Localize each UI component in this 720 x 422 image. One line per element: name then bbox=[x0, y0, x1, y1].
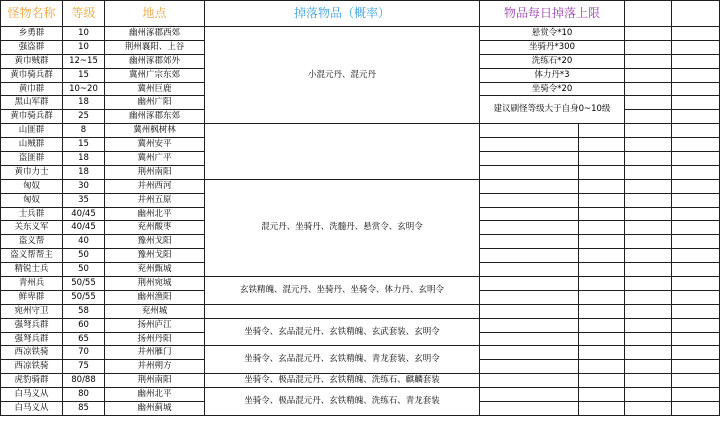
empty-cell[interactable] bbox=[672, 207, 720, 221]
empty-cell[interactable] bbox=[579, 193, 625, 207]
cell-level[interactable]: 50/55 bbox=[63, 290, 105, 304]
cell-location[interactable]: 冀州枫树林 bbox=[105, 124, 205, 138]
empty-cell[interactable] bbox=[672, 277, 720, 291]
empty-cell[interactable] bbox=[672, 27, 720, 41]
empty-cell[interactable] bbox=[625, 27, 672, 41]
cell-location[interactable]: 并州西河 bbox=[105, 179, 205, 193]
empty-cell[interactable] bbox=[480, 290, 579, 304]
cell-location[interactable]: 兖州酸枣 bbox=[105, 221, 205, 235]
cell-monster[interactable]: 黄巾群 bbox=[1, 82, 63, 96]
empty-cell[interactable] bbox=[672, 96, 720, 110]
cell-monster[interactable]: 白马义从 bbox=[1, 402, 63, 416]
empty-cell[interactable] bbox=[672, 402, 720, 416]
cell-level[interactable]: 30 bbox=[63, 179, 105, 193]
cell-monster[interactable]: 盗义帮帮主 bbox=[1, 249, 63, 263]
cell-location[interactable]: 幽州北平 bbox=[105, 388, 205, 402]
cell-level[interactable]: 18 bbox=[63, 165, 105, 179]
empty-cell[interactable] bbox=[579, 207, 625, 221]
cell-location[interactable]: 并州五原 bbox=[105, 193, 205, 207]
cell-daily-cap[interactable]: 坐骑丹*300 bbox=[480, 40, 625, 54]
cell-advice[interactable]: 建议刷怪等级大于自身0~10级 bbox=[480, 96, 625, 124]
empty-cell[interactable] bbox=[480, 138, 579, 152]
empty-cell[interactable] bbox=[480, 402, 579, 416]
cell-monster[interactable]: 黄巾骑兵群 bbox=[1, 68, 63, 82]
cell-drops[interactable] bbox=[205, 124, 480, 180]
empty-cell[interactable] bbox=[672, 152, 720, 166]
empty-cell[interactable] bbox=[480, 249, 579, 263]
cell-location[interactable]: 扬州庐江 bbox=[105, 318, 205, 332]
cell-level[interactable]: 75 bbox=[63, 360, 105, 374]
cell-monster[interactable]: 黄巾贼群 bbox=[1, 54, 63, 68]
empty-cell[interactable] bbox=[672, 388, 720, 402]
header-monster[interactable]: 怪物名称 bbox=[1, 1, 63, 27]
empty-cell[interactable] bbox=[480, 318, 579, 332]
header-level[interactable]: 等级 bbox=[63, 1, 105, 27]
empty-cell[interactable] bbox=[480, 360, 579, 374]
empty-cell[interactable] bbox=[579, 221, 625, 235]
empty-cell[interactable] bbox=[480, 374, 579, 388]
cell-monster[interactable]: 匈奴 bbox=[1, 179, 63, 193]
cell-level[interactable]: 35 bbox=[63, 193, 105, 207]
empty-cell[interactable] bbox=[480, 346, 579, 360]
cell-monster[interactable]: 西凉铁骑 bbox=[1, 346, 63, 360]
cell-level[interactable]: 80 bbox=[63, 388, 105, 402]
cell-location[interactable]: 冀州广平 bbox=[105, 152, 205, 166]
cell-monster[interactable]: 西凉铁骑 bbox=[1, 360, 63, 374]
cell-location[interactable]: 幽州渔阳 bbox=[105, 290, 205, 304]
empty-cell[interactable] bbox=[625, 304, 672, 318]
cell-location[interactable]: 冀州安平 bbox=[105, 138, 205, 152]
cell-level[interactable]: 18 bbox=[63, 96, 105, 110]
cell-level[interactable]: 12~15 bbox=[63, 54, 105, 68]
cell-drops[interactable]: 玄铁精魄、混元丹、坐骑丹、坐骑令、体力丹、玄明令 bbox=[205, 277, 480, 305]
empty-cell[interactable] bbox=[672, 165, 720, 179]
empty-cell[interactable] bbox=[480, 207, 579, 221]
header-location[interactable]: 地点 bbox=[105, 1, 205, 27]
cell-location[interactable]: 幽州广阳 bbox=[105, 96, 205, 110]
empty-cell[interactable] bbox=[579, 374, 625, 388]
cell-location[interactable]: 豫州戈阳 bbox=[105, 249, 205, 263]
empty-cell[interactable] bbox=[579, 388, 625, 402]
empty-cell[interactable] bbox=[672, 304, 720, 318]
cell-level[interactable]: 70 bbox=[63, 346, 105, 360]
empty-cell[interactable] bbox=[480, 332, 579, 346]
empty-cell[interactable] bbox=[625, 263, 672, 277]
cell-location[interactable]: 荆州南阳 bbox=[105, 374, 205, 388]
empty-cell[interactable] bbox=[625, 207, 672, 221]
empty-cell[interactable] bbox=[672, 193, 720, 207]
cell-location[interactable]: 幽州北平 bbox=[105, 207, 205, 221]
cell-level[interactable]: 15 bbox=[63, 138, 105, 152]
table-row bbox=[1, 277, 720, 291]
cell-location[interactable]: 荆州宛城 bbox=[105, 277, 205, 291]
empty-cell[interactable] bbox=[579, 152, 625, 166]
cell-monster[interactable]: 盗义帮 bbox=[1, 235, 63, 249]
empty-cell[interactable] bbox=[579, 290, 625, 304]
cell-location[interactable]: 幽州涿郡东郊 bbox=[105, 110, 205, 124]
header-drops[interactable]: 掉落物品（概率） bbox=[205, 1, 480, 27]
cell-drops[interactable]: 坐骑令、玄品混元丹、玄铁精魄、青龙套装、玄明令 bbox=[205, 346, 480, 374]
empty-cell[interactable] bbox=[672, 1, 720, 27]
empty-cell[interactable] bbox=[625, 110, 672, 124]
empty-cell[interactable] bbox=[480, 193, 579, 207]
empty-cell[interactable] bbox=[672, 235, 720, 249]
empty-cell[interactable] bbox=[579, 318, 625, 332]
table-row bbox=[1, 27, 720, 41]
empty-cell[interactable] bbox=[579, 277, 625, 291]
empty-cell[interactable] bbox=[480, 152, 579, 166]
empty-cell[interactable] bbox=[625, 402, 672, 416]
table-row bbox=[1, 318, 720, 332]
cell-location[interactable]: 豫州戈阳 bbox=[105, 235, 205, 249]
empty-cell[interactable] bbox=[672, 360, 720, 374]
cell-monster[interactable]: 虎豹骑群 bbox=[1, 374, 63, 388]
cell-location[interactable]: 并州朔方 bbox=[105, 360, 205, 374]
empty-cell[interactable] bbox=[672, 179, 720, 193]
empty-cell[interactable] bbox=[625, 277, 672, 291]
table-row bbox=[1, 124, 720, 138]
empty-cell[interactable] bbox=[672, 263, 720, 277]
cell-location[interactable]: 幽州蓟城 bbox=[105, 402, 205, 416]
empty-cell[interactable] bbox=[625, 68, 672, 82]
cell-level[interactable]: 40/45 bbox=[63, 207, 105, 221]
cell-level[interactable]: 15 bbox=[63, 68, 105, 82]
cell-drops[interactable]: 小混元丹、混元丹 bbox=[205, 27, 480, 124]
empty-cell[interactable] bbox=[625, 138, 672, 152]
cell-location[interactable]: 荆州襄阳、上谷 bbox=[105, 40, 205, 54]
cell-drops[interactable]: 坐骑令、极品混元丹、玄铁精魄、洗练石、麒麟套装 bbox=[205, 374, 480, 388]
cell-location[interactable]: 兖州甄城 bbox=[105, 263, 205, 277]
empty-cell[interactable] bbox=[480, 277, 579, 291]
empty-cell[interactable] bbox=[625, 332, 672, 346]
empty-cell[interactable] bbox=[579, 346, 625, 360]
cell-daily-cap[interactable]: 坐骑令*20 bbox=[480, 82, 625, 96]
empty-cell[interactable] bbox=[672, 110, 720, 124]
cell-drops[interactable]: 坐骑令、玄品混元丹、玄铁精魄、玄武套装、玄明令 bbox=[205, 318, 480, 346]
empty-cell[interactable] bbox=[625, 40, 672, 54]
cell-location[interactable]: 冀州广宗东郊 bbox=[105, 68, 205, 82]
empty-cell[interactable] bbox=[672, 249, 720, 263]
empty-cell[interactable] bbox=[480, 179, 579, 193]
empty-cell[interactable] bbox=[672, 138, 720, 152]
table-row bbox=[1, 374, 720, 388]
table-row bbox=[1, 179, 720, 193]
cell-level[interactable]: 40/45 bbox=[63, 221, 105, 235]
empty-cell[interactable] bbox=[672, 40, 720, 54]
cell-drops[interactable]: 混元丹、坐骑丹、洗髓丹、悬赏令、玄明令 bbox=[205, 179, 480, 276]
cell-location[interactable]: 扬州丹阳 bbox=[105, 332, 205, 346]
empty-cell[interactable] bbox=[480, 304, 579, 318]
cell-level[interactable]: 50/55 bbox=[63, 277, 105, 291]
cell-level[interactable]: 58 bbox=[63, 304, 105, 318]
cell-monster[interactable]: 士兵群 bbox=[1, 207, 63, 221]
cell-monster[interactable]: 关东义军 bbox=[1, 221, 63, 235]
empty-cell[interactable] bbox=[480, 263, 579, 277]
empty-cell[interactable] bbox=[579, 360, 625, 374]
empty-cell[interactable] bbox=[625, 96, 672, 110]
cell-location[interactable]: 幽州涿郡郊外 bbox=[105, 54, 205, 68]
empty-cell[interactable] bbox=[672, 68, 720, 82]
empty-cell[interactable] bbox=[625, 165, 672, 179]
cell-drops[interactable]: 坐骑令、极品混元丹、玄铁精魄、洗练石、青龙套装 bbox=[205, 388, 480, 416]
empty-cell[interactable] bbox=[579, 263, 625, 277]
empty-cell[interactable] bbox=[579, 332, 625, 346]
cell-level[interactable]: 65 bbox=[63, 332, 105, 346]
cell-location[interactable]: 兖州城 bbox=[105, 304, 205, 318]
empty-cell[interactable] bbox=[579, 402, 625, 416]
cell-level[interactable]: 60 bbox=[63, 318, 105, 332]
cell-level[interactable]: 25 bbox=[63, 110, 105, 124]
cell-monster[interactable]: 乡勇群 bbox=[1, 27, 63, 41]
empty-cell[interactable] bbox=[625, 179, 672, 193]
cell-monster[interactable]: 盗匪群 bbox=[1, 152, 63, 166]
empty-cell[interactable] bbox=[625, 82, 672, 96]
cell-location[interactable]: 荆州南阳 bbox=[105, 165, 205, 179]
cell-location[interactable]: 并州雁门 bbox=[105, 346, 205, 360]
empty-cell[interactable] bbox=[579, 124, 625, 138]
cell-monster[interactable]: 黑山军群 bbox=[1, 96, 63, 110]
empty-cell[interactable] bbox=[672, 318, 720, 332]
empty-cell[interactable] bbox=[579, 304, 625, 318]
empty-cell[interactable] bbox=[625, 360, 672, 374]
cell-monster[interactable]: 强弩兵群 bbox=[1, 318, 63, 332]
cell-monster[interactable]: 白马义从 bbox=[1, 388, 63, 402]
empty-cell[interactable] bbox=[579, 165, 625, 179]
empty-cell[interactable] bbox=[625, 388, 672, 402]
cell-daily-cap[interactable]: 洗练石*20 bbox=[480, 54, 625, 68]
cell-monster[interactable]: 黄巾力士 bbox=[1, 165, 63, 179]
cell-level[interactable]: 40 bbox=[63, 235, 105, 249]
cell-monster[interactable]: 山贼群 bbox=[1, 138, 63, 152]
cell-level[interactable]: 10 bbox=[63, 27, 105, 41]
empty-cell[interactable] bbox=[625, 193, 672, 207]
empty-cell[interactable] bbox=[579, 179, 625, 193]
empty-cell[interactable] bbox=[480, 235, 579, 249]
cell-location[interactable]: 幽州涿郡西郊 bbox=[105, 27, 205, 41]
cell-monster[interactable]: 山匪群 bbox=[1, 124, 63, 138]
cell-monster[interactable]: 强弩兵群 bbox=[1, 332, 63, 346]
empty-cell[interactable] bbox=[480, 165, 579, 179]
empty-cell[interactable] bbox=[672, 221, 720, 235]
empty-cell[interactable] bbox=[672, 82, 720, 96]
empty-cell[interactable] bbox=[625, 152, 672, 166]
empty-cell[interactable] bbox=[625, 318, 672, 332]
empty-cell[interactable] bbox=[625, 346, 672, 360]
cell-level[interactable]: 50 bbox=[63, 249, 105, 263]
cell-monster[interactable]: 青州兵 bbox=[1, 277, 63, 291]
cell-level[interactable]: 80/88 bbox=[63, 374, 105, 388]
cell-level[interactable]: 50 bbox=[63, 263, 105, 277]
empty-cell[interactable] bbox=[672, 54, 720, 68]
empty-cell[interactable] bbox=[672, 332, 720, 346]
cell-monster[interactable]: 黄巾骑兵群 bbox=[1, 110, 63, 124]
header-daily-cap[interactable]: 物品每日掉落上限 bbox=[480, 1, 625, 27]
empty-cell[interactable] bbox=[579, 249, 625, 263]
empty-cell[interactable] bbox=[672, 124, 720, 138]
empty-cell[interactable] bbox=[672, 346, 720, 360]
empty-cell[interactable] bbox=[625, 249, 672, 263]
cell-level[interactable]: 10 bbox=[63, 40, 105, 54]
empty-cell[interactable] bbox=[625, 290, 672, 304]
empty-cell[interactable] bbox=[625, 221, 672, 235]
table-row bbox=[1, 388, 720, 402]
cell-monster[interactable]: 精锐士兵 bbox=[1, 263, 63, 277]
empty-cell[interactable] bbox=[625, 374, 672, 388]
empty-cell[interactable] bbox=[579, 235, 625, 249]
empty-cell[interactable] bbox=[579, 138, 625, 152]
empty-cell[interactable] bbox=[480, 124, 579, 138]
empty-cell[interactable] bbox=[625, 1, 672, 27]
table-row bbox=[1, 346, 720, 360]
empty-cell[interactable] bbox=[625, 54, 672, 68]
empty-cell[interactable] bbox=[672, 374, 720, 388]
cell-level[interactable]: 10~20 bbox=[63, 82, 105, 96]
empty-cell[interactable] bbox=[625, 124, 672, 138]
empty-cell[interactable] bbox=[672, 290, 720, 304]
cell-location[interactable]: 冀州巨鹿 bbox=[105, 82, 205, 96]
cell-level[interactable]: 8 bbox=[63, 124, 105, 138]
cell-level[interactable]: 18 bbox=[63, 152, 105, 166]
cell-monster[interactable]: 匈奴 bbox=[1, 193, 63, 207]
cell-monster[interactable]: 鲜卑群 bbox=[1, 290, 63, 304]
cell-drops[interactable] bbox=[205, 304, 480, 318]
cell-level[interactable]: 85 bbox=[63, 402, 105, 416]
cell-monster[interactable]: 宛州守卫 bbox=[1, 304, 63, 318]
cell-daily-cap[interactable]: 体力丹*3 bbox=[480, 68, 625, 82]
empty-cell[interactable] bbox=[480, 388, 579, 402]
empty-cell[interactable] bbox=[480, 221, 579, 235]
table-row bbox=[1, 304, 720, 318]
cell-daily-cap[interactable]: 悬赏令*10 bbox=[480, 27, 625, 41]
cell-monster[interactable]: 强盗群 bbox=[1, 40, 63, 54]
empty-cell[interactable] bbox=[625, 235, 672, 249]
